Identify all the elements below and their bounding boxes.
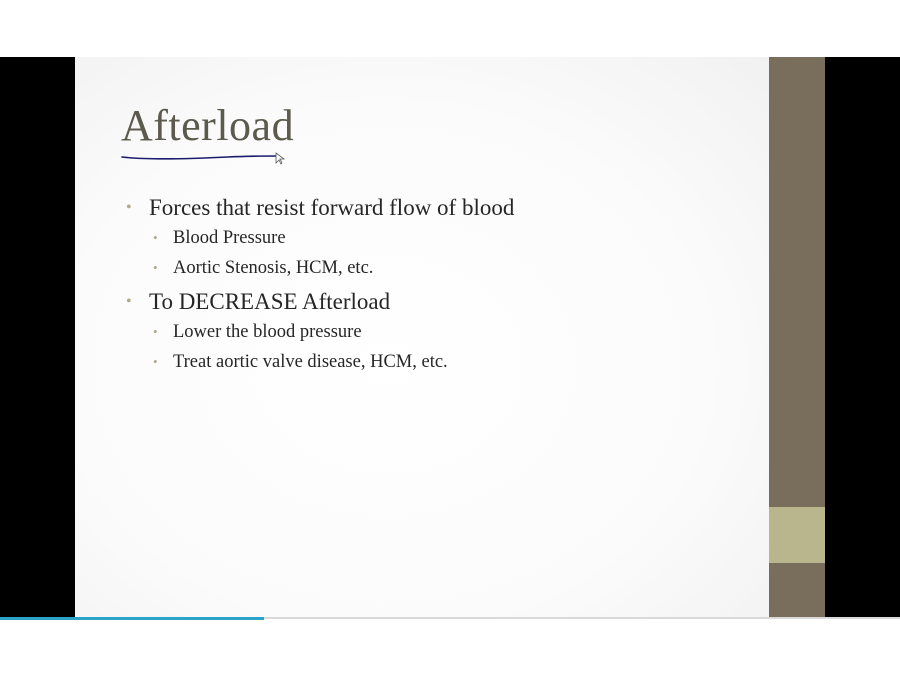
bullet-dot-icon: • — [153, 260, 158, 275]
bullet-text: Forces that resist forward flow of blood — [149, 195, 515, 220]
bullet-dot-icon: • — [126, 199, 132, 216]
bullet-level2 — [126, 253, 746, 283]
bullet-text: Blood Pressure — [173, 228, 286, 248]
slide-sidebar-accent-block — [769, 507, 825, 563]
bullet-dot-icon: • — [126, 293, 132, 310]
slide-body — [126, 193, 746, 377]
bullet-text: To DECREASE Afterload — [149, 289, 391, 314]
bullet-dot-icon: • — [153, 324, 158, 339]
bullet-level2 — [126, 223, 746, 253]
slide-title: Afterload — [121, 101, 295, 150]
bullet-level2 — [126, 347, 746, 377]
bullet-dot-icon: • — [153, 230, 158, 245]
mouse-cursor-icon — [276, 153, 284, 164]
bullet-dot-icon: • — [153, 354, 158, 369]
video-progress-fill[interactable] — [0, 617, 264, 620]
bullet-level2 — [126, 317, 746, 347]
bullet-level1 — [126, 193, 746, 223]
bullet-level1 — [126, 287, 746, 317]
bullet-text: Treat aortic valve disease, HCM, etc. — [173, 352, 448, 372]
pen-underline-annotation — [118, 146, 298, 168]
top-margin — [0, 0, 900, 57]
bullet-text: Aortic Stenosis, HCM, etc. — [173, 258, 374, 278]
bullet-text: Lower the blood pressure — [173, 322, 362, 342]
